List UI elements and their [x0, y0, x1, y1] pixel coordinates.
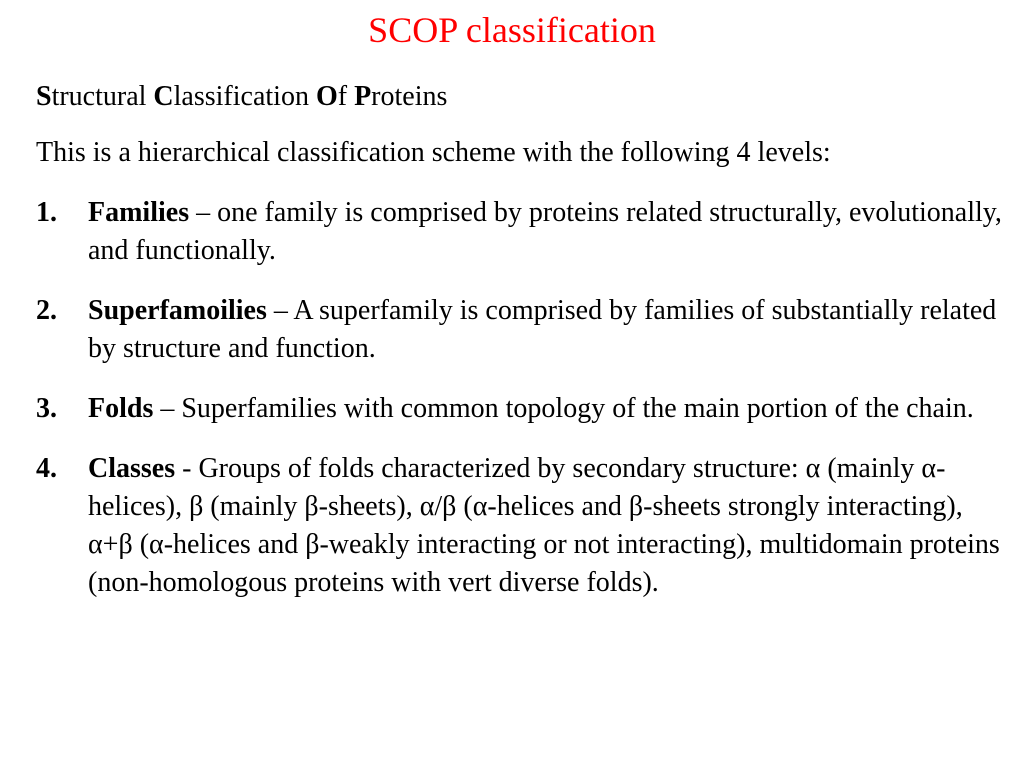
level-number: 4.: [36, 453, 57, 484]
level-item-families: [36, 194, 1006, 270]
subtitle-rest-s: tructural: [51, 81, 154, 112]
level-description: – one family is comprised by proteins related structurally, evolutionally, and functionally.: [88, 197, 1002, 266]
level-item-superfamilies: [36, 292, 1006, 368]
level-number: 3.: [36, 393, 57, 424]
level-term: Folds: [88, 393, 154, 424]
subtitle-initial-p: P: [354, 81, 372, 112]
subtitle-rest-c: lassification: [173, 81, 316, 112]
level-description: - Groups of folds characterized by secondary structure: α (mainly α-helices), β (mainly β-sheets), α/β (α-helices and β-sheets strongly interacting), α+β (α-helices and β-weakly interacting or not interacting), multidomain proteins (non-homologous proteins with vert diverse folds).: [88, 453, 1000, 598]
level-description: – A superfamily is comprised by families of substantially related by structure and function.: [88, 295, 997, 364]
slide-title: SCOP classification: [368, 10, 656, 50]
level-term: Classes: [88, 453, 176, 484]
intro-paragraph: This is a hierarchical classification scheme with the following 4 levels:: [36, 137, 831, 168]
subtitle-initial-o: O: [315, 81, 338, 112]
level-term: Families: [88, 197, 190, 228]
level-number: 2.: [36, 295, 57, 326]
slide-content: [36, 78, 1006, 624]
subtitle-rest-p: roteins: [371, 81, 448, 112]
subtitle: [36, 78, 1006, 116]
level-term: Superfamoilies: [88, 295, 267, 326]
level-number: 1.: [36, 197, 57, 228]
level-item-folds: [36, 390, 1006, 428]
subtitle-rest-o: f: [337, 81, 355, 112]
subtitle-initial-c: C: [153, 81, 174, 112]
subtitle-initial-s: S: [36, 81, 52, 112]
level-description: – Superfamilies with common topology of the main portion of the chain.: [153, 393, 974, 424]
level-item-classes: [36, 450, 1006, 602]
